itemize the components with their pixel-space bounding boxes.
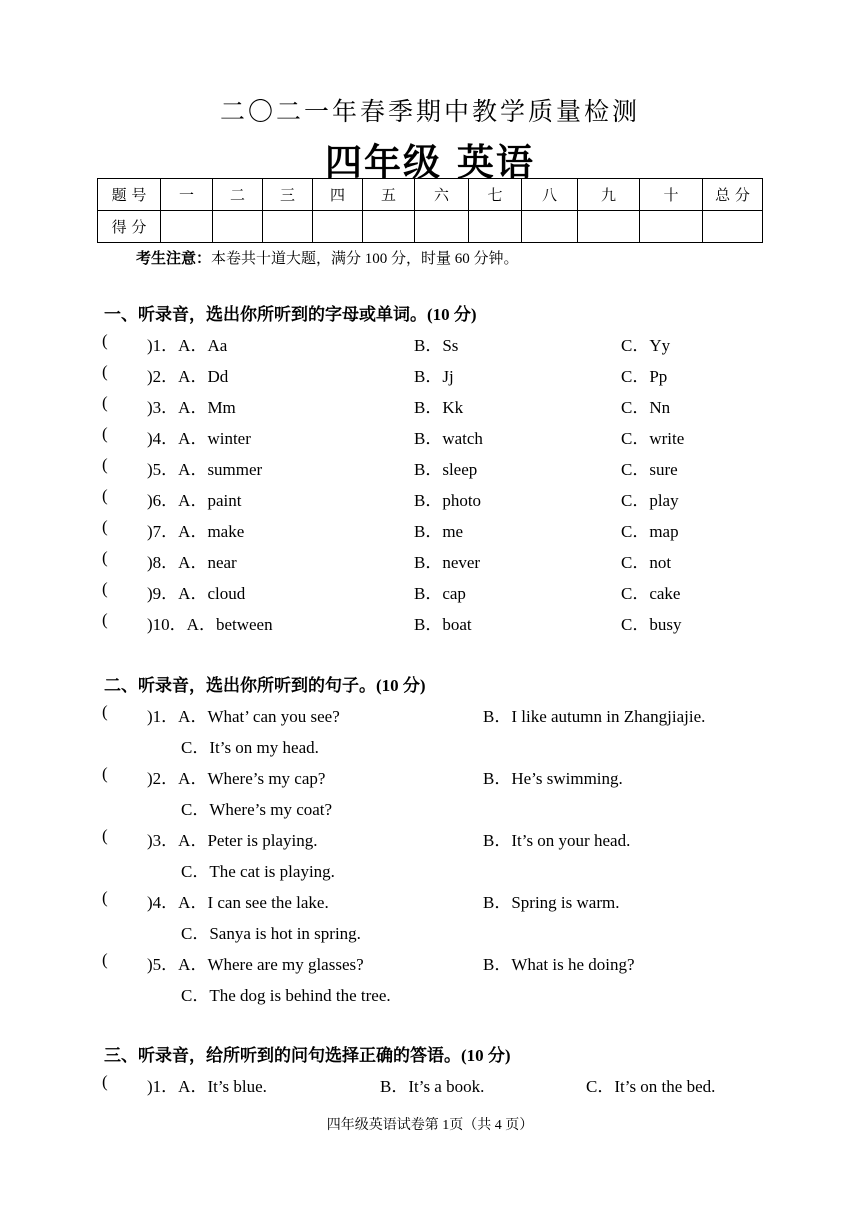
s1-question-option-b: B．Ss (414, 336, 459, 355)
s1-question-option-b: B．me (414, 522, 464, 541)
s1-question-option-a: )1．A．Aa (147, 336, 228, 355)
s2-question-option-c: C．Where’s my coat? (181, 800, 333, 819)
s2-question-option-b: B．What is he doing? (483, 955, 635, 974)
answer-paren[interactable]: ( (102, 517, 108, 536)
answer-paren[interactable]: ( (102, 424, 108, 443)
s1-question-option-a: )5．A．summer (147, 460, 263, 479)
s1-question-option-c: C．cake (621, 584, 681, 603)
exam-title: 二〇二一年春季期中教学质量检测 (219, 99, 640, 126)
answer-paren[interactable]: ( (102, 1072, 108, 1091)
answer-paren[interactable]: ( (102, 486, 108, 505)
s1-question-option-c: C．sure (621, 460, 678, 479)
s2-question-option-a: )3．A．Peter is playing. (147, 831, 318, 850)
s2-question-option-c: C．The cat is playing. (181, 862, 335, 881)
score-input-cell[interactable] (469, 211, 522, 243)
s2-question-option-b: B．He’s swimming. (483, 769, 623, 788)
answer-paren[interactable]: ( (102, 548, 108, 567)
s3-q1-option-b: B．It’s a book. (380, 1077, 485, 1096)
s1-question-option-a: )9．A．cloud (147, 584, 246, 603)
s1-question-option-b: B．Kk (414, 398, 464, 417)
s1-question-option-b: B．sleep (414, 460, 478, 479)
score-cell: 十 (640, 179, 703, 211)
section3-title: 三、听录音，给所听到的问句选择正确的答语。(10 分) (104, 1046, 511, 1065)
answer-paren[interactable]: ( (102, 826, 108, 845)
s2-question-option-c: C．Sanya is hot in spring. (181, 924, 361, 943)
s1-question-option-a: )7．A．make (147, 522, 245, 541)
s1-question-option-c: C．not (621, 553, 672, 572)
s1-question-option-b: B．photo (414, 491, 482, 510)
page-footer: 四年级英语试卷第 1页（共 4 页） (326, 1118, 534, 1133)
s1-question-option-b: B．watch (414, 429, 483, 448)
s2-question-option-a: )4．A．I can see the lake. (147, 893, 329, 912)
s1-question-option-b: B．never (414, 553, 481, 572)
answer-paren[interactable]: ( (102, 331, 108, 350)
s1-question-option-c: C．play (621, 491, 679, 510)
answer-paren[interactable]: ( (102, 455, 108, 474)
score-cell: 一 (161, 179, 213, 211)
score-cell: 四 (313, 179, 363, 211)
score-cell: 题 号 (98, 179, 161, 211)
s2-question-option-b: B．It’s on your head. (483, 831, 631, 850)
answer-paren[interactable]: ( (102, 610, 108, 629)
score-table-score-row (98, 211, 763, 243)
answer-paren[interactable]: ( (102, 764, 108, 783)
score-table (97, 178, 763, 243)
score-cell: 二 (213, 179, 263, 211)
s1-question-option-c: C．Pp (621, 367, 668, 386)
score-input-cell[interactable] (703, 211, 763, 243)
score-cell: 五 (363, 179, 415, 211)
score-input-cell[interactable] (363, 211, 415, 243)
score-input-cell[interactable] (313, 211, 363, 243)
score-table-header-row (98, 179, 763, 211)
answer-paren[interactable]: ( (102, 702, 108, 721)
exam-subject: 四年级 英语 (325, 141, 535, 184)
score-input-cell[interactable] (161, 211, 213, 243)
s2-question-option-b: B．I like autumn in Zhangjiajie. (483, 707, 706, 726)
s1-question-option-c: C．Yy (621, 336, 671, 355)
s1-question-option-c: C．write (621, 429, 685, 448)
s2-question-option-b: B．Spring is warm. (483, 893, 620, 912)
score-cell: 总 分 (703, 179, 763, 211)
s2-question-option-a: )5．A．Where are my glasses? (147, 955, 364, 974)
score-cell: 九 (578, 179, 640, 211)
s2-question-option-a: )1．A．What’ can you see? (147, 707, 340, 726)
s1-question-option-b: B．cap (414, 584, 466, 603)
s1-question-option-c: C．busy (621, 615, 682, 634)
score-cell: 六 (415, 179, 469, 211)
score-cell: 七 (469, 179, 522, 211)
s1-question-option-a: )8．A．near (147, 553, 237, 572)
s2-question-option-c: C．The dog is behind the tree. (181, 986, 391, 1005)
score-input-cell[interactable] (213, 211, 263, 243)
s1-question-option-b: B．boat (414, 615, 472, 634)
s1-question-option-a: )10．A．between (147, 615, 273, 634)
score-cell: 三 (263, 179, 313, 211)
score-input-cell[interactable] (263, 211, 313, 243)
score-input-cell[interactable] (415, 211, 469, 243)
answer-paren[interactable]: ( (102, 950, 108, 969)
s2-question-option-c: C．It’s on my head. (181, 738, 319, 757)
answer-paren[interactable]: ( (102, 579, 108, 598)
s3-q1-option-c: C．It’s on the bed. (586, 1077, 716, 1096)
s1-question-option-a: )3．A．Mm (147, 398, 236, 417)
score-input-cell[interactable] (640, 211, 703, 243)
s3-q1-option-a: )1．A．It’s blue. (147, 1077, 267, 1096)
s1-question-option-c: C．map (621, 522, 679, 541)
score-input-cell[interactable] (522, 211, 578, 243)
answer-paren[interactable]: ( (102, 393, 108, 412)
note-label: 考生注意： (136, 251, 212, 267)
s1-question-option-a: )2．A．Dd (147, 367, 229, 386)
score-cell: 得 分 (98, 211, 161, 243)
score-cell: 八 (522, 179, 578, 211)
s1-question-option-c: C．Nn (621, 398, 671, 417)
score-input-cell[interactable] (578, 211, 640, 243)
section1-title: 一、听录音，选出你所听到的字母或单词。(10 分) (104, 305, 477, 324)
note-text: 本卷共十道大题，满分 100 分，时量 60 分钟。 (211, 251, 519, 267)
answer-paren[interactable]: ( (102, 362, 108, 381)
section2-title: 二、听录音，选出你所听到的句子。(10 分) (104, 676, 426, 695)
exam-note (136, 247, 519, 268)
s2-question-option-a: )2．A．Where’s my cap? (147, 769, 326, 788)
answer-paren[interactable]: ( (102, 888, 108, 907)
s1-question-option-b: B．Jj (414, 367, 454, 386)
s1-question-option-a: )6．A．paint (147, 491, 242, 510)
s1-question-option-a: )4．A．winter (147, 429, 251, 448)
